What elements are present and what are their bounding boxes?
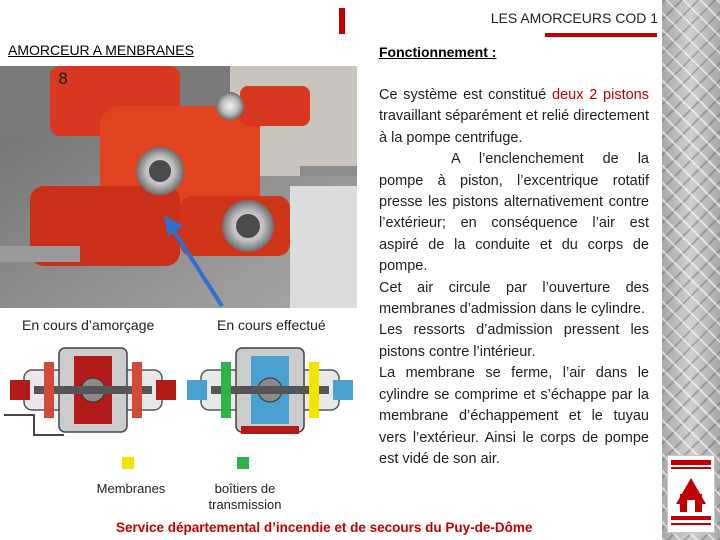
footer-text: Service départemental d’incendie et de secours du Puy-de-Dôme bbox=[116, 520, 533, 535]
caption-done: En cours effectué bbox=[217, 317, 326, 333]
diagram-done bbox=[181, 340, 359, 440]
highlight-pistons: deux 2 pistons bbox=[552, 87, 649, 103]
paragraph-4: Les ressorts d’admission pressent les pistons contre l’intérieur. bbox=[379, 322, 649, 360]
legend-boitiers bbox=[195, 481, 295, 513]
legend-boitiers-line2: transmission bbox=[208, 497, 282, 512]
section-heading-left: AMORCEUR A MENBRANES bbox=[8, 42, 194, 58]
paragraph-2: A l’enclenchement de la pompe à piston, l’excentrique rotatif presse les pistons alternativement contre l’extérieur; en conséquence l’air est aspiré de la conduite et du corps de pompe. bbox=[379, 151, 649, 275]
diagram-priming bbox=[4, 340, 182, 440]
paragraph-1: Ce système est constitué deux 2 pistons travaillant séparément et relié directement à la pompe centrifuge. bbox=[379, 87, 649, 146]
title-underline bbox=[545, 33, 657, 37]
legend-boitiers-line1: boîtiers de bbox=[214, 481, 276, 496]
caption-priming: En cours d’amorçage bbox=[22, 317, 155, 333]
legend-green-square bbox=[237, 457, 249, 469]
pump-photo bbox=[0, 66, 357, 308]
photo-number: 8 bbox=[58, 69, 69, 88]
header-accent-bar bbox=[339, 8, 345, 34]
legend-yellow-square bbox=[122, 457, 134, 469]
paragraph-3: Cet air circule par l’ouverture des membranes d’admission dans le cylindre. bbox=[379, 279, 649, 318]
legend-membranes: Membranes bbox=[96, 481, 166, 496]
section-heading-right: Fonctionnement : bbox=[379, 44, 497, 60]
sdis-logo bbox=[667, 455, 715, 533]
body-text bbox=[379, 85, 649, 470]
page-title: LES AMORCEURS COD 1 bbox=[490, 10, 658, 26]
paragraph-5: La membrane se ferme, l’air dans le cylindre se comprime et s’échappe par la membrane d’échappement et le tuyau vers l’extérieur. Ainsi le corps de pompe est vidé de son air. bbox=[379, 365, 649, 467]
